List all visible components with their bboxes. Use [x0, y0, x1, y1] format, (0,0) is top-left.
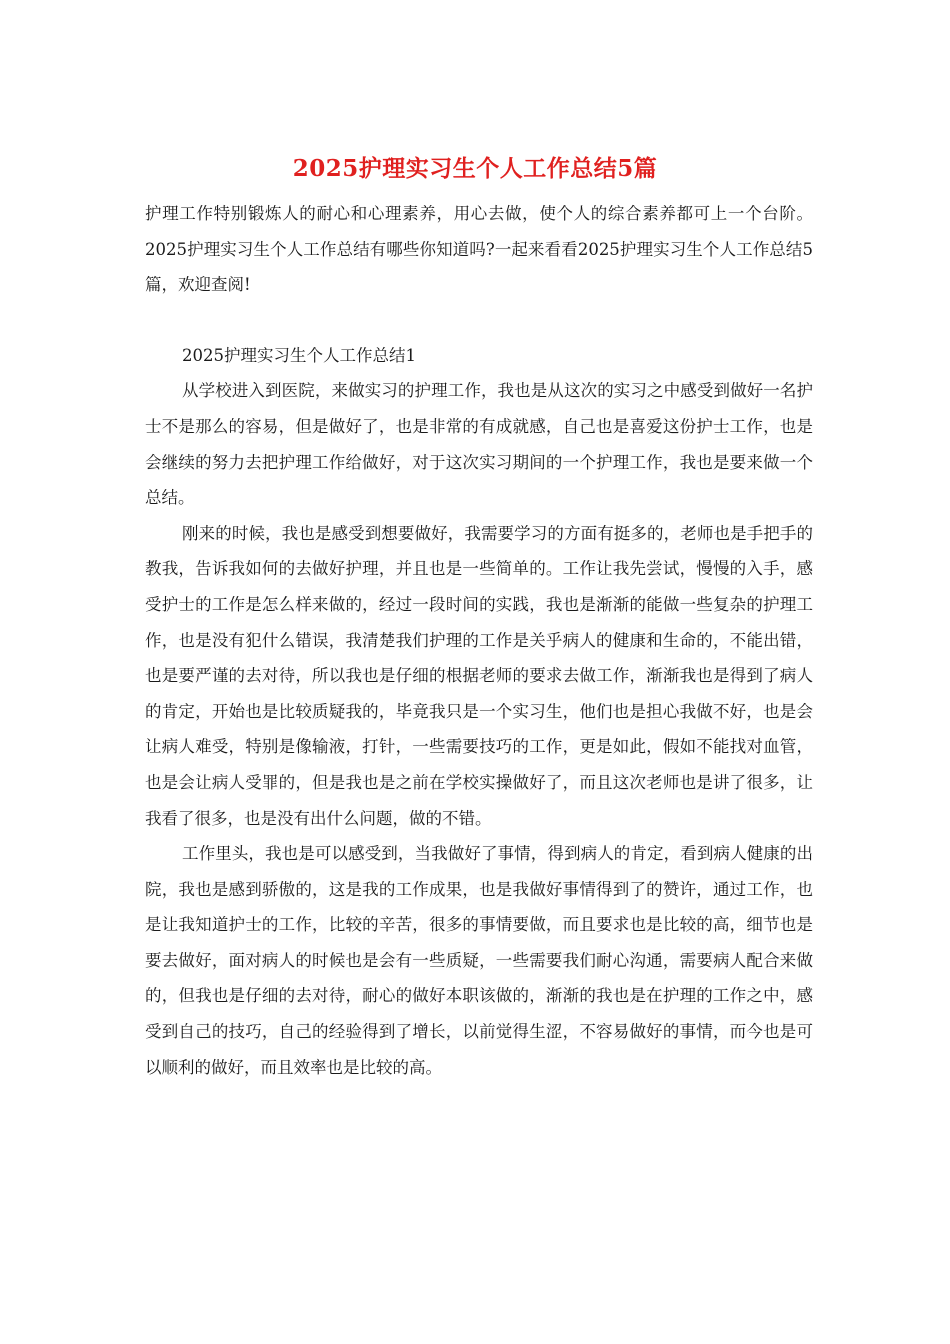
body-paragraph-3: 工作里头，我也是可以感受到，当我做好了事情，得到病人的肯定，看到病人健康的出院，我也是感到骄傲的，这是我的工作成果，也是我做好事情得到了的赞许，通过工作，也是让我知道护士的工作，比较的辛苦，很多的事情要做，而且要求也是比较的高，细节也是要去做好，面对病人的时候也是会有一些质疑，一些需要我们耐心沟通，需要病人配合来做的，但我也是仔细的去对待，耐心的做好本职该做的，渐渐的我也是在护理的工作之中，感受到自己的技巧，自己的经验得到了增长，以前觉得生涩，不容易做好的事情，而今也是可以顺利的做好，而且效率也是比较的高。 [145, 844, 813, 1077]
document-body [145, 196, 813, 1085]
section-heading: 2025护理实习生个人工作总结1 [182, 345, 416, 365]
body-paragraph-2: 刚来的时候，我也是感受到想要做好，我需要学习的方面有挺多的，老师也是手把手的教我，告诉我如何的去做好护理，并且也是一些简单的。工作让我先尝试，慢慢的入手，感受护士的工作是怎么样来做的，经过一段时间的实践，我也是渐渐的能做一些复杂的护理工作，也是没有犯什么错误，我清楚我们护理的工作是关乎病人的健康和生命的，不能出错，也是要严谨的去对待，所以我也是仔细的根据老师的要求去做工作，渐渐我也是得到了病人的肯定，开始也是比较质疑我的，毕竟我只是一个实习生，他们也是担心我做不好，也是会让病人难受，特别是像输液，打针，一些需要技巧的工作，更是如此，假如不能找对血管，也是会让病人受罪的，但是我也是之前在学校实操做好了，而且这次老师也是讲了很多，让我看了很多，也是没有出什么问题，做的不错。 [145, 523, 813, 828]
intro-paragraph: 护理工作特别锻炼人的耐心和心理素养，用心去做，使个人的综合素养都可上一个台阶。2025护理实习生个人工作总结有哪些你知道吗?一起来看看2025护理实习生个人工作总结5篇，欢迎查阅! [145, 204, 813, 295]
document-title: 2025护理实习生个人工作总结5篇 [292, 155, 658, 182]
body-paragraph-1: 从学校进入到医院，来做实习的护理工作，我也是从这次的实习之中感受到做好一名护士不是那么的容易，但是做好了，也是非常的有成就感，自己也是喜爱这份护士工作，也是会继续的努力去把护理工作给做好，对于这次实习期间的一个护理工作，我也是要来做一个总结。 [145, 381, 813, 508]
